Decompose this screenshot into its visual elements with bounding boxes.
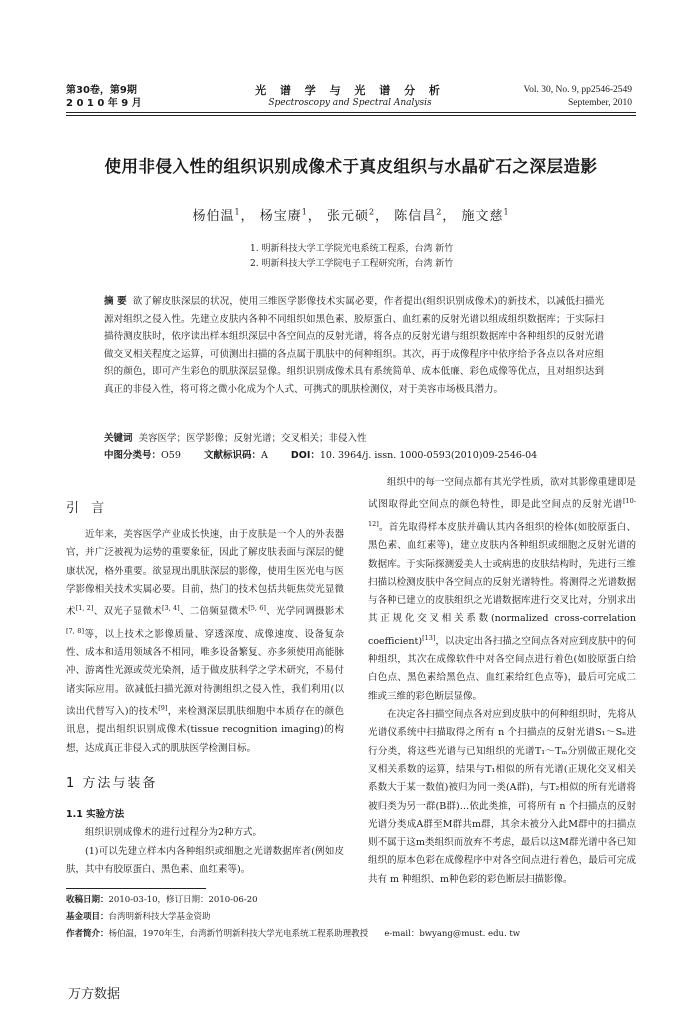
footnote-rule (66, 888, 206, 889)
affiliation: 1. 明新科技大学工学院光电系统工程系，台湾 新竹 (250, 244, 454, 254)
citation-ref: [1, 2] (75, 604, 94, 613)
classification (104, 447, 614, 464)
intro-body (66, 526, 344, 758)
abstract-text: 欲了解皮肤深层的状况，使用三维医学影像技术实属必要，作者提出(组织识别成像术)的新技术，以减低扫描光源对组织之侵入性。先建立皮肤内各种不同组织如黑色素、胶原蛋白、血红素的反射光谱以组成组织数据库；于实际扫描待测皮肤时，依序读出样本组织深层中各空间点的反射光谱，将各点的反射光谱与组织数据库中各种组织的反射光谱做交叉相关程度之运算，可侦测出扫描的各点属于肌肤中的何种组织。其次，再于成像程序中依序给予各点以各对应组织的颜色，即可产生彩色的肌肤深层显像。组织识别成像术具有系统简单、成本低廉、彩色成像等优点，且对组织达到真正的非侵入性，将可将之微小化成为个人式、可携式的肌肤检测仪，对于美容市场极具潜力。 (104, 296, 604, 395)
footnote-funding: 基金项目：台湾明新科技大学基金资助 (66, 912, 211, 922)
methods-paragraph: (1)可以先建立样本内各种组织或细胞之光谱数据库者(例如皮肤，其中有胶原蛋白、黑色素、血红素等)。 (66, 845, 344, 875)
text-run: 、光学同调摄影术 (265, 606, 344, 618)
author: 张元硕$^2$ (326, 207, 376, 224)
volume-issue-cn: 第30卷，第9期 (66, 85, 137, 96)
abstract-label: 摘 要 (104, 296, 127, 307)
abstract (104, 293, 604, 398)
text-run: ，以决定出各扫描之空间点各对应到皮肤中的何种组织，其次在成像软件中对各空间点进行着色(如胶原蛋白给白色点、黑色素给黑色点、血红素给红色点等)，最后可完成二维或三维的彩色断层显像。 (368, 635, 636, 702)
footnote-author: 作者简介：杨伯温，1970年生，台湾新竹明新科技大学光电系统工程系助理教授 e-mail：bwyang@must. edu. tw (66, 929, 521, 939)
keywords-text: 美容医学；医学影像；反射光谱；交叉相关；非侵入性 (138, 433, 367, 444)
clc-label: 中图分类号： (104, 450, 162, 461)
citation-ref: [13] (422, 633, 436, 642)
journal-name (200, 84, 500, 110)
keywords (104, 430, 614, 447)
keywords-label: 关键词 (104, 433, 133, 444)
footnote-received: 收稿日期：2010-03-10，修订日期：2010-06-20 (66, 895, 258, 905)
methods-body (66, 806, 344, 879)
citation-ref: [10-12] (368, 497, 636, 528)
text-run: 近年来，美容医学产业成长快速，由于皮肤是一个人的外表器官，并广泛被视为运势的重要象征，因此了解皮肤表面与深层的健康状况，格外重要。欲显现出肌肤深层的影像，使用生医光电与医学影像相关技术实属必要。目前，热门的技术包括共轭焦荧光显微术 (66, 529, 344, 618)
citation-ref: [3, 4] (161, 604, 180, 613)
text-run: ，来检测深层肌肤细胞中本质存在的颜色讯息，提出组织识别成像术(tissue recognition imaging)的构想，达成真正非侵入式的肌肤医学检测目标。 (66, 706, 344, 754)
methods-paragraph: 组织识别成像术的进行过程分为2种方式。 (85, 827, 263, 839)
doc-code-label: 文献标识码： (203, 450, 261, 461)
text-run: 组织中的每一空间点都有其光学性质，欲对其影像重建即是试图取得此空间点的颜色特性，即是此空间点的反射光谱 (368, 477, 636, 511)
journal-volume-en (523, 84, 632, 110)
header-rule (66, 112, 636, 113)
right-column-body (368, 474, 636, 889)
date-en: September, 2010 (568, 98, 632, 108)
body-paragraph: 在决定各扫描空间点各对应到皮肤中的何种组织时，先将从光谱仪系统中扫描取得之所有 n 个扫描点的反射光谱S₁～Sₙ进行分类，将这些光谱与已知组织的光谱T₁～Tₘ分别做正规化交叉相关系数的运算，结果与T₁相似的所有光谱(正规化交叉相关系数大于某一数值)被归为同一类(A群)，与T₂相似的所有光谱将被归类为另一群(B群)…依此类推，可将所有 n 个扫描点的反射光谱分类成A群至M群共m群，其余未被分入此M群中的扫描点则不属于这m类组织而放弃不考虑，最后以这M群光谱中各已知组织的原本色彩在成像程序中对各空间点进行着色，最后可完成共有 m 种组织、m种色彩的彩色断层扫描影像。 (368, 709, 636, 885)
paper-title: 使用非侵入性的组织识别成像术于真皮组织与水晶矿石之深层造影 (104, 157, 598, 176)
citation-ref: [5, 6] (248, 604, 266, 613)
author: 施文慈$^1$ (461, 207, 510, 224)
doc-code-value: A (260, 450, 268, 461)
watermark: 万方数据 (68, 987, 121, 1002)
citation-ref: [7, 8] (66, 626, 84, 635)
intro-paragraph (66, 526, 344, 758)
doi-value: 10. 3964/j. issn. 1000-0593(2010)09-2546-04 (319, 450, 538, 461)
methods-subheading: 1.1 实验方法 (66, 809, 125, 820)
body-paragraph (368, 474, 636, 706)
journal-volume-cn (66, 84, 142, 110)
footnotes (66, 892, 646, 943)
journal-name-en: Spectroscopy and Spectral Analysis (268, 98, 432, 108)
affiliation: 2. 明新科技大学工学院电子工程研究所，台湾 新竹 (250, 259, 454, 269)
citation-ref: [9] (158, 703, 168, 712)
intro-heading: 引 言 (66, 501, 109, 516)
journal-name-cn: 光 谱 学 与 光 谱 分 析 (255, 84, 445, 97)
doi-label: DOI： (290, 450, 320, 461)
text-run: 等，以上技术之影像质量、穿透深度、成像速度、设备复杂性、成本和适用领域各不相同，唯多设备繁复、亦多须使用高能脉冲、游离性光源或荧光染剂，适于做皮肤科学之学术研究，不易付诸实际应用。欲减低扫描光源对待测组织之侵入性，我们利用(以读出代替写入)的技术 (66, 628, 344, 718)
text-run: 、双光子显微术 (93, 606, 162, 618)
volume-issue-en: Vol. 30, No. 9, pp2546-2549 (523, 85, 632, 95)
methods-heading: 1 方法与装备 (66, 776, 158, 791)
author: 陈信昌$^2$ (394, 207, 443, 224)
author-list: 杨伯温$^1$， 杨宝赓$^1$， 张元硕$^2$， 陈信昌$^2$， 施文慈$^1$ (192, 207, 510, 224)
author: 杨伯温$^1$ (192, 207, 241, 224)
text-run: 。首先取得样本皮肤并确认其内各组织的检体(如胶原蛋白、黑色素、血红素等)，建立皮肤内各种组织或细胞之反射光谱的数据库。于实际探测爱美人士或病患的皮肤结构时，先进行三维扫描以检测皮肤中各空间点的反射光谱特性。将测得之光谱数据与各种已建立的皮肤组织之光谱数据库进行交叉比对，分别求出其正规化交叉相关系数(normalized cross-correlation coefficient) (368, 521, 636, 647)
date-cn: 2 0 1 0 年 9 月 (66, 98, 142, 109)
clc-value: O59 (161, 450, 181, 461)
author: 杨宝赓$^1$ (259, 207, 308, 224)
text-run: 、二倍频显微术 (179, 606, 249, 618)
header-rule-thin (66, 115, 636, 116)
affiliations (250, 242, 453, 272)
